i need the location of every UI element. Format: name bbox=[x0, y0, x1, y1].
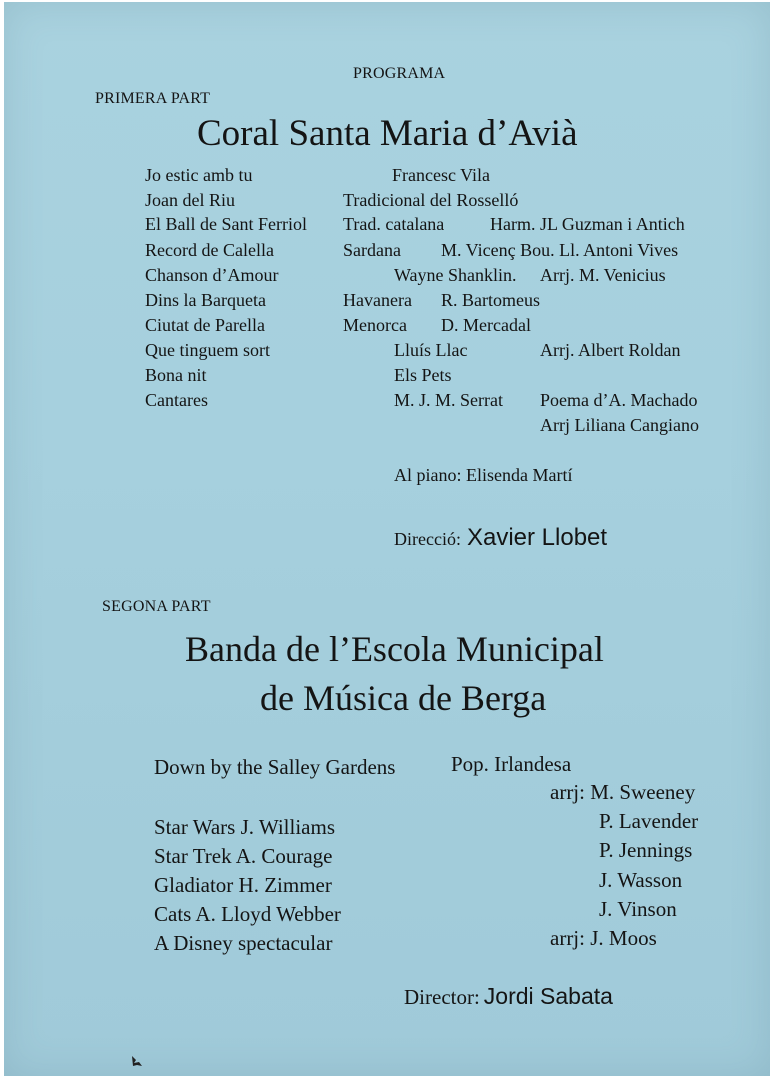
part1-info: Havanera bbox=[343, 290, 412, 310]
part1-info-2: D. Mercadal bbox=[441, 315, 531, 335]
part1-song: Cantares bbox=[145, 390, 208, 410]
part2-label: SEGONA PART bbox=[102, 598, 211, 615]
piano-credit bbox=[394, 465, 572, 486]
part1-info-2: R. Bartomeus bbox=[441, 290, 540, 310]
part1-song: Chanson d’Amour bbox=[145, 265, 279, 285]
part1-info: Francesc Vila bbox=[392, 165, 491, 185]
direction-credit bbox=[394, 524, 607, 552]
part1-label: PRIMERA PART bbox=[95, 90, 211, 107]
part1-info: Sardana bbox=[343, 240, 401, 260]
part1-info: Trad. catalana bbox=[343, 214, 445, 234]
director-name: Jordi Sabata bbox=[483, 983, 613, 1009]
part2-song: Star Trek A. Courage bbox=[154, 844, 333, 868]
part1-info: M. J. M. Serrat bbox=[394, 390, 503, 410]
part2-info: Pop. Irlandesa bbox=[451, 752, 572, 776]
part1-info-2: Arrj. M. Venicius bbox=[540, 265, 666, 285]
part2-song: Down by the Salley Gardens bbox=[154, 755, 396, 779]
piano-name: Elisenda Martí bbox=[466, 465, 573, 485]
part2-title-line2: de Música de Berga bbox=[260, 678, 547, 718]
director-credit bbox=[404, 983, 613, 1010]
part2-arranger: arrj: M. Sweeney bbox=[550, 780, 696, 804]
part2-arranger: J. Wasson bbox=[599, 868, 683, 892]
ink-mark bbox=[130, 1054, 144, 1068]
part1-song: El Ball de Sant Ferriol bbox=[145, 214, 307, 234]
part1-song: Bona nit bbox=[145, 365, 207, 385]
part1-info: Menorca bbox=[343, 315, 407, 335]
part2-arranger: arrj: J. Moos bbox=[550, 926, 657, 950]
part1-song: Joan del Riu bbox=[145, 190, 235, 210]
part1-song: Record de Calella bbox=[145, 240, 274, 260]
part1-song: Ciutat de Parella bbox=[145, 315, 265, 335]
part1-song: Dins la Barqueta bbox=[145, 290, 266, 310]
program-sheet bbox=[4, 2, 770, 1076]
part1-info: Lluís Llac bbox=[394, 340, 468, 360]
piano-label: Al piano: bbox=[394, 465, 462, 485]
part2-song: Star Wars J. Williams bbox=[154, 815, 336, 839]
part2-title-line1: Banda de l’Escola Municipal bbox=[185, 629, 604, 669]
part1-info-2: Poema d’A. Machado bbox=[540, 390, 698, 410]
program-title: PROGRAMA bbox=[353, 65, 446, 82]
part2-song: Gladiator H. Zimmer bbox=[154, 873, 332, 897]
part1-info: Els Pets bbox=[394, 365, 452, 385]
part2-song: A Disney spectacular bbox=[154, 931, 333, 955]
part1-info: Wayne Shanklin. bbox=[394, 265, 517, 285]
part1-info-2: Arrj. Albert Roldan bbox=[540, 340, 681, 360]
part1-info: Tradicional del Rosselló bbox=[343, 190, 519, 210]
part2-arranger: P. Lavender bbox=[599, 809, 699, 833]
part1-info-2: Arrj Liliana Cangiano bbox=[540, 415, 699, 435]
direction-label: Direcció: bbox=[394, 529, 461, 549]
part1-title: Coral Santa Maria d’Avià bbox=[197, 113, 578, 154]
part2-song: Cats A. Lloyd Webber bbox=[154, 902, 341, 926]
part1-info-2: M. Vicenç Bou. Ll. Antoni Vives bbox=[441, 240, 679, 260]
part2-arranger: J. Vinson bbox=[599, 897, 677, 921]
direction-name: Xavier Llobet bbox=[466, 524, 608, 551]
part2-arranger: P. Jennings bbox=[599, 838, 693, 862]
part1-song: Que tinguem sort bbox=[145, 340, 270, 360]
part1-song: Jo estic amb tu bbox=[145, 165, 253, 185]
part1-info-2: Harm. JL Guzman i Antich bbox=[490, 214, 685, 234]
director-label: Director: bbox=[404, 985, 480, 1009]
